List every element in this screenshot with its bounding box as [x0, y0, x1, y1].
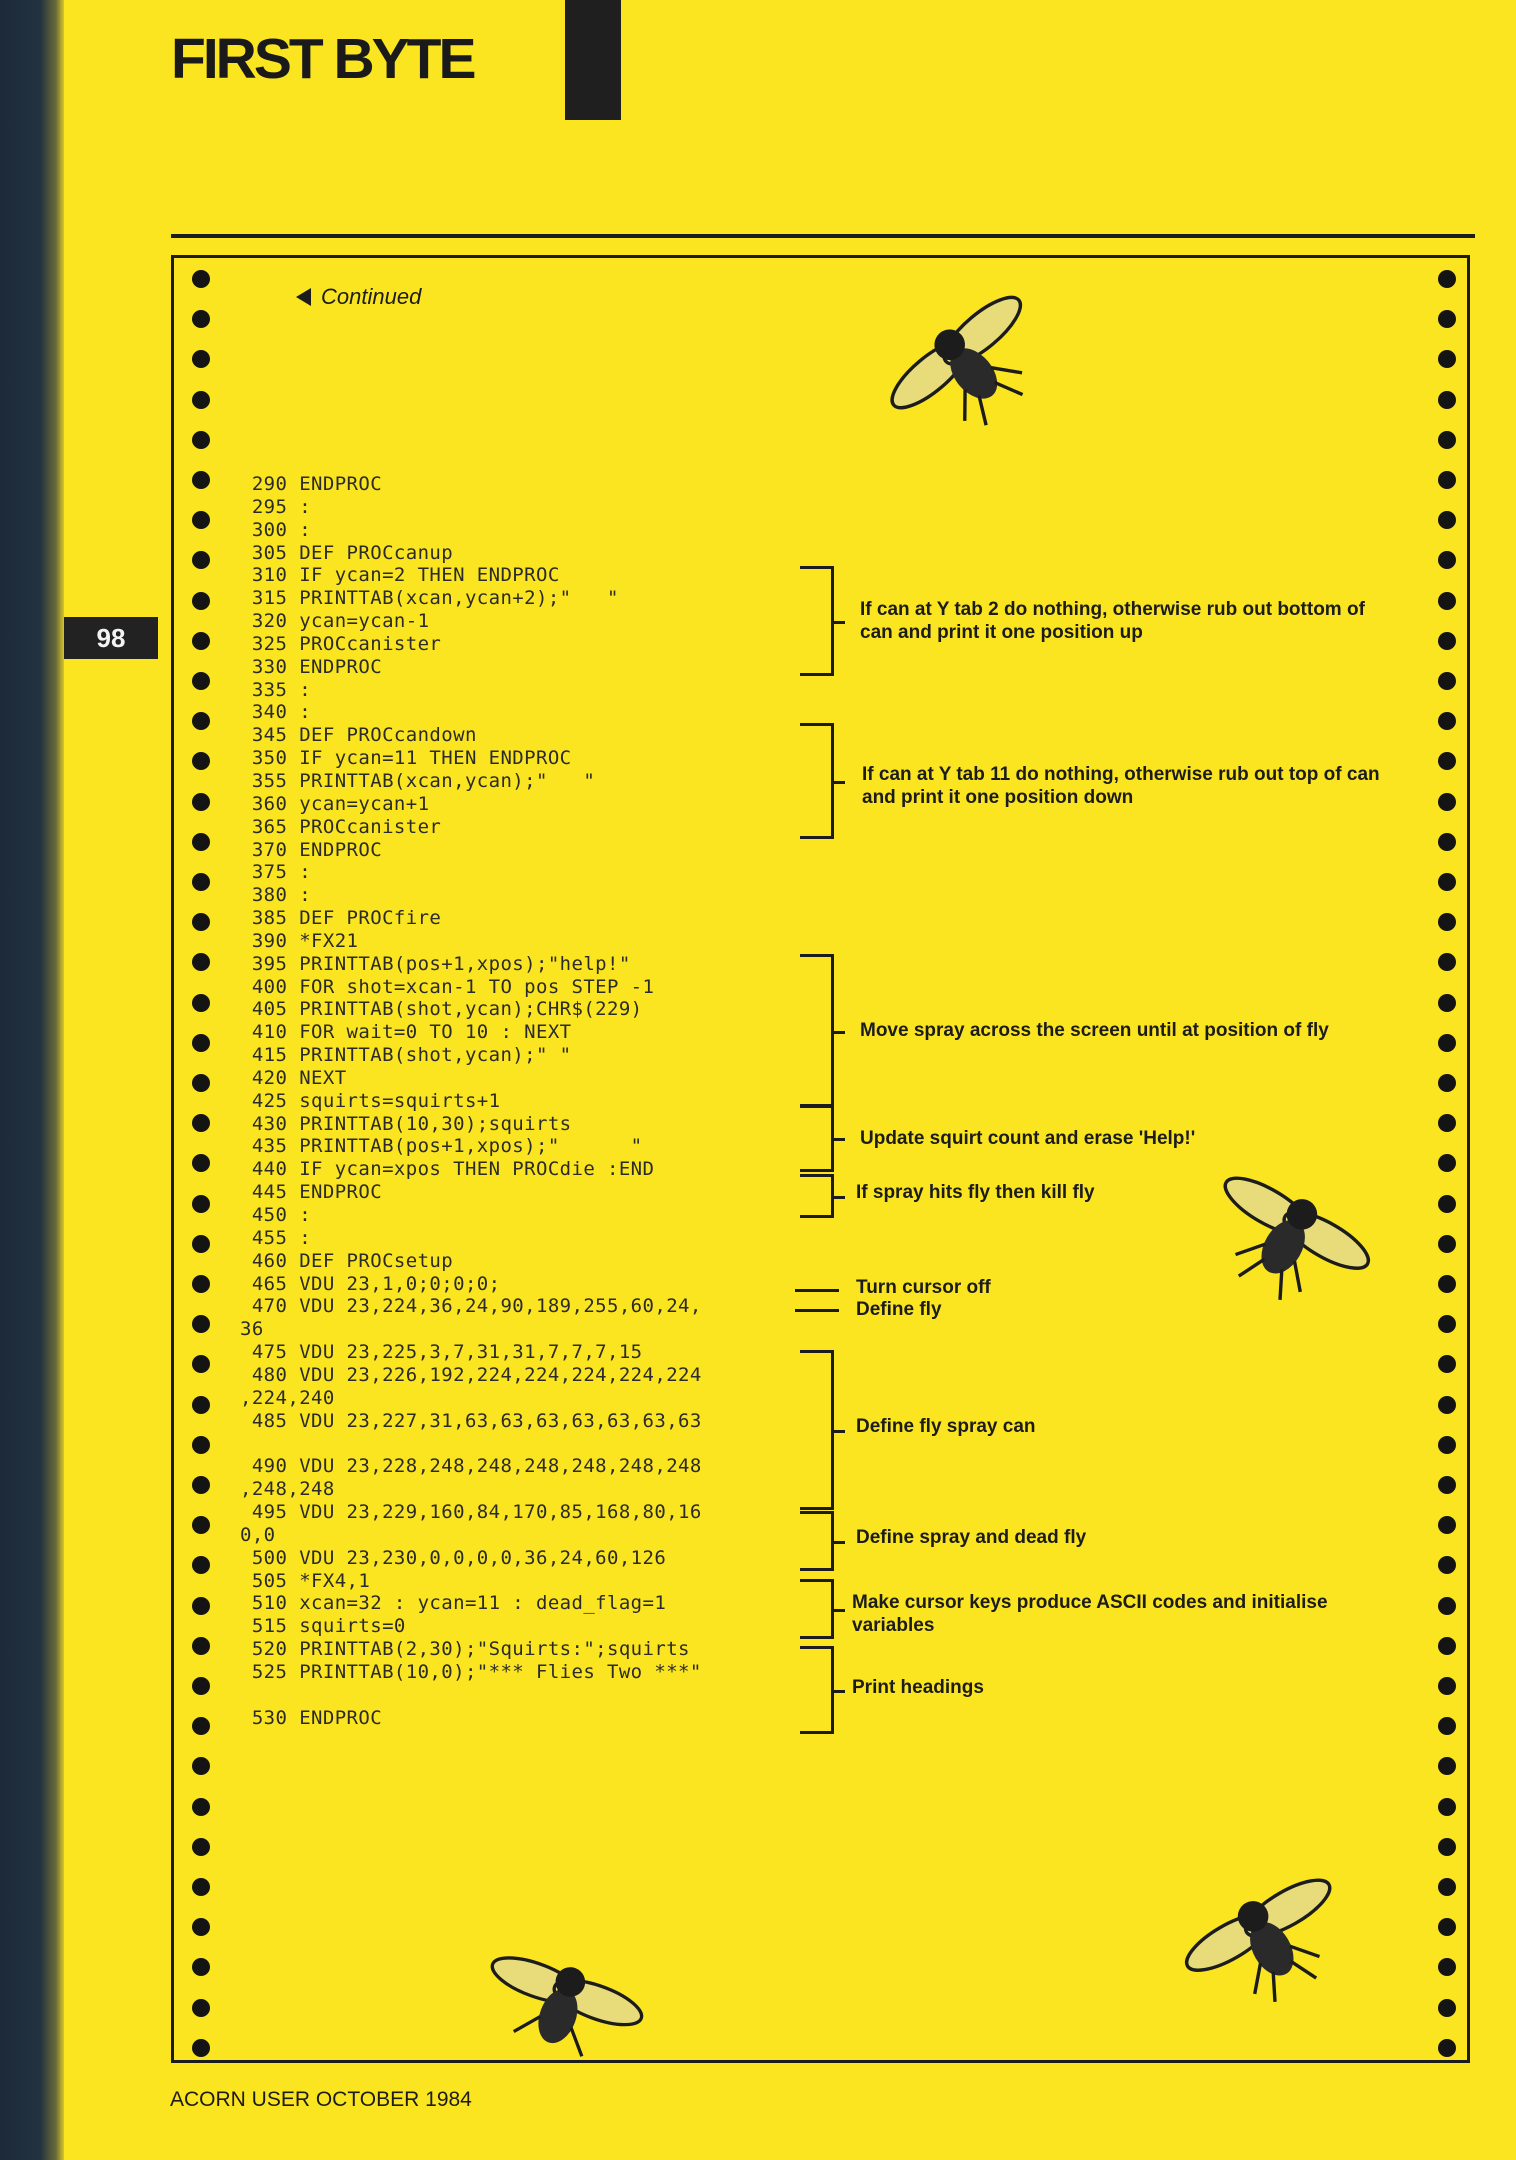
footer-text: ACORN USER OCTOBER 1984	[170, 2088, 472, 2111]
fly-icon	[1205, 1150, 1375, 1320]
tractor-hole	[192, 1074, 210, 1092]
tractor-hole	[192, 592, 210, 610]
bracket-headings	[800, 1646, 834, 1734]
bracket-canup	[800, 566, 834, 676]
bracket-define-spray	[800, 1511, 834, 1571]
tractor-hole	[192, 1918, 210, 1936]
code-line: 450 :	[240, 1204, 312, 1226]
code-line: 505 *FX4,1	[240, 1569, 371, 1592]
tractor-hole	[1438, 1999, 1456, 2017]
tractor-hole	[1438, 1235, 1456, 1253]
annotation-candown: If can at Y tab 11 do nothing, otherwise rub out top of can and print it one position down	[862, 764, 1380, 808]
code-line	[240, 1684, 840, 1707]
code-line: 520 PRINTTAB(2,30);"Squirts:";squirts	[240, 1638, 690, 1661]
code-line	[240, 1432, 840, 1455]
code-line: 310 IF ycan=2 THEN ENDPROC	[240, 564, 560, 587]
code-line: 510 xcan=32 : ycan=11 : dead_flag=1	[240, 1592, 667, 1615]
tractor-hole	[192, 752, 210, 770]
tractor-hole	[192, 1637, 210, 1655]
tractor-hole	[1438, 1476, 1456, 1494]
tractor-hole	[192, 1798, 210, 1816]
code-line: 335 :	[240, 678, 312, 701]
tractor-hole	[192, 1396, 210, 1414]
code-line: 375 :	[240, 861, 312, 884]
tractor-hole	[1438, 270, 1456, 288]
tractor-hole	[192, 793, 210, 811]
program-listing	[240, 473, 840, 1729]
bracket-update-squirt	[800, 1104, 834, 1172]
tractor-hole	[192, 994, 210, 1012]
tractor-hole	[1438, 310, 1456, 328]
code-line: 345 DEF PROCcandown	[240, 724, 477, 747]
tractor-hole	[1438, 1436, 1456, 1454]
bracket-candown	[800, 723, 834, 839]
tractor-hole	[192, 1195, 210, 1213]
tractor-hole	[1438, 953, 1456, 971]
code-line: 495 VDU 23,229,160,84,170,85,168,80,16	[240, 1500, 702, 1523]
tractor-hole	[1438, 1516, 1456, 1534]
tractor-hole	[192, 1516, 210, 1534]
tractor-hole	[192, 1958, 210, 1976]
header-block	[565, 0, 621, 120]
code-line: ,248,248	[240, 1478, 335, 1501]
code-line: 290 ENDPROC	[240, 473, 383, 495]
tractor-hole	[192, 431, 210, 449]
dash-define-fly	[795, 1309, 839, 1312]
code-line: 470 VDU 23,224,36,24,90,189,255,60,24,	[240, 1295, 702, 1318]
tractor-hole	[1438, 1556, 1456, 1574]
tractor-hole	[192, 1355, 210, 1373]
fly-icon	[478, 1928, 648, 2068]
code-line: 370 ENDPROC	[240, 838, 383, 861]
tractor-hole	[1438, 994, 1456, 1012]
code-line: 350 IF ycan=11 THEN ENDPROC	[240, 747, 572, 770]
tractor-hole	[192, 2039, 210, 2057]
annotation-spray-hits: If spray hits fly then kill fly	[856, 1182, 1095, 1203]
tractor-hole	[192, 471, 210, 489]
bracket-move-spray	[800, 954, 834, 1108]
page-number-tab: 98	[64, 617, 158, 659]
code-line: 480 VDU 23,226,192,224,224,224,224,224	[240, 1363, 702, 1386]
tractor-hole	[192, 1034, 210, 1052]
annotation-cursor-keys: Make cursor keys produce ASCII codes and initialise variables	[852, 1592, 1328, 1636]
code-line: 455 :	[240, 1226, 312, 1249]
tractor-hole	[192, 310, 210, 328]
tractor-hole	[1438, 752, 1456, 770]
tractor-hole	[192, 1235, 210, 1253]
tractor-hole	[1438, 1757, 1456, 1775]
tractor-hole	[1438, 1878, 1456, 1896]
tractor-hole	[1438, 1918, 1456, 1936]
tractor-hole	[192, 270, 210, 288]
tractor-hole	[1438, 913, 1456, 931]
tractor-hole	[1438, 1315, 1456, 1333]
code-line: 525 PRINTTAB(10,0);"*** Flies Two ***"	[240, 1660, 702, 1683]
code-line: 0,0	[240, 1523, 276, 1546]
tractor-hole	[1438, 1396, 1456, 1414]
code-line: 355 PRINTTAB(xcan,ycan);" "	[240, 769, 596, 792]
fly-icon	[880, 278, 1050, 448]
code-line: 315 PRINTTAB(xcan,ycan+2);" "	[240, 587, 619, 610]
tractor-hole	[192, 391, 210, 409]
code-line: 380 :	[240, 884, 312, 907]
code-line: 425 squirts=squirts+1	[240, 1089, 501, 1112]
tractor-hole	[1438, 2039, 1456, 2057]
code-line: 320 ycan=ycan-1	[240, 610, 430, 633]
code-line: 330 ENDPROC	[240, 655, 383, 678]
tractor-hole	[1438, 1355, 1456, 1373]
tractor-hole	[1438, 1798, 1456, 1816]
tractor-hole	[1438, 1195, 1456, 1213]
annotation-define-spray: Define spray and dead fly	[856, 1527, 1087, 1548]
page-title: FIRST BYTE	[171, 27, 474, 91]
code-line: 415 PRINTTAB(shot,ycan);" "	[240, 1044, 572, 1067]
code-line: 360 ycan=ycan+1	[240, 792, 430, 815]
tractor-hole	[1438, 1677, 1456, 1695]
code-line: 515 squirts=0	[240, 1615, 406, 1638]
tractor-hole	[192, 632, 210, 650]
code-line: 410 FOR wait=0 TO 10 : NEXT	[240, 1021, 572, 1044]
tractor-hole	[192, 1878, 210, 1896]
code-line: 445 ENDPROC	[240, 1181, 383, 1204]
tractor-hole	[1438, 551, 1456, 569]
tractor-hole	[1438, 1958, 1456, 1976]
code-line: 400 FOR shot=xcan-1 TO pos STEP -1	[240, 975, 655, 998]
tractor-hole	[1438, 350, 1456, 368]
continued-label	[296, 284, 421, 310]
tractor-hole	[1438, 511, 1456, 529]
tractor-hole	[1438, 1838, 1456, 1856]
bracket-cursor-keys	[800, 1579, 834, 1639]
tractor-hole	[192, 1757, 210, 1775]
tractor-hole	[1438, 391, 1456, 409]
tractor-hole	[1438, 833, 1456, 851]
tractor-hole	[1438, 1114, 1456, 1132]
tractor-hole	[192, 672, 210, 690]
tractor-hole	[1438, 793, 1456, 811]
tractor-hole	[1438, 712, 1456, 730]
tractor-hole	[192, 511, 210, 529]
code-line: 460 DEF PROCsetup	[240, 1249, 454, 1272]
tractor-hole	[1438, 431, 1456, 449]
tractor-hole	[192, 1315, 210, 1333]
annotation-define-fly: Define fly	[856, 1299, 942, 1320]
tractor-hole	[1438, 873, 1456, 891]
binding-spine	[0, 0, 64, 2160]
tractor-holes-right	[1438, 258, 1462, 2060]
annotation-canup: If can at Y tab 2 do nothing, otherwise rub out bottom of can and print it one position up	[860, 599, 1365, 643]
code-line: 395 PRINTTAB(pos+1,xpos);"help!"	[240, 952, 631, 975]
annotation-move-spray: Move spray across the screen until at position of fly	[860, 1020, 1329, 1041]
tractor-hole	[192, 833, 210, 851]
tractor-hole	[192, 1114, 210, 1132]
tractor-hole	[1438, 1074, 1456, 1092]
tractor-holes-left	[192, 258, 216, 2060]
code-line: 435 PRINTTAB(pos+1,xpos);" "	[240, 1135, 643, 1158]
code-line: 305 DEF PROCcanup	[240, 541, 454, 564]
tractor-hole	[1438, 1717, 1456, 1735]
tractor-hole	[1438, 1275, 1456, 1293]
code-line: 420 NEXT	[240, 1066, 347, 1089]
annotation-update-squirt: Update squirt count and erase 'Help!'	[860, 1128, 1196, 1149]
dash-cursor-off	[795, 1289, 839, 1292]
tractor-hole	[192, 1717, 210, 1735]
tractor-hole	[1438, 1597, 1456, 1615]
code-line: 465 VDU 23,1,0;0;0;0;	[240, 1272, 501, 1295]
header-rule	[171, 234, 1475, 238]
annotation-define-can: Define fly spray can	[856, 1416, 1036, 1437]
code-line: 475 VDU 23,225,3,7,31,31,7,7,7,15	[240, 1341, 643, 1364]
tractor-hole	[192, 1436, 210, 1454]
code-line: 490 VDU 23,228,248,248,248,248,248,248	[240, 1455, 702, 1478]
tractor-hole	[192, 1677, 210, 1695]
fly-icon	[1180, 1852, 1350, 2022]
tractor-hole	[1438, 471, 1456, 489]
code-line: 340 :	[240, 701, 312, 724]
tractor-hole	[192, 913, 210, 931]
code-line: 530 ENDPROC	[240, 1706, 383, 1729]
code-line: 390 *FX21	[240, 929, 359, 952]
code-line: 405 PRINTTAB(shot,ycan);CHR$(229)	[240, 998, 643, 1021]
code-line: 36	[240, 1318, 264, 1341]
tractor-hole	[1438, 1154, 1456, 1172]
tractor-hole	[1438, 592, 1456, 610]
code-line: 385 DEF PROCfire	[240, 907, 442, 930]
tractor-hole	[192, 953, 210, 971]
code-line: 500 VDU 23,230,0,0,0,0,36,24,60,126	[240, 1546, 667, 1569]
annotation-headings: Print headings	[852, 1677, 984, 1698]
tractor-hole	[192, 1838, 210, 1856]
code-line: 365 PROCcanister	[240, 815, 442, 838]
annotation-cursor-off: Turn cursor off	[856, 1277, 991, 1298]
tractor-hole	[192, 1275, 210, 1293]
tractor-hole	[192, 1154, 210, 1172]
code-line: 325 PROCcanister	[240, 632, 442, 655]
arrow-left-icon	[296, 288, 311, 306]
tractor-hole	[192, 350, 210, 368]
tractor-hole	[192, 1476, 210, 1494]
tractor-hole	[1438, 1034, 1456, 1052]
tractor-hole	[192, 1556, 210, 1574]
code-line: 430 PRINTTAB(10,30);squirts	[240, 1112, 572, 1135]
tractor-hole	[192, 1999, 210, 2017]
code-line: 440 IF ycan=xpos THEN PROCdie :END	[240, 1158, 655, 1181]
code-line: 485 VDU 23,227,31,63,63,63,63,63,63,63	[240, 1409, 702, 1432]
code-line: ,224,240	[240, 1386, 335, 1409]
tractor-hole	[1438, 632, 1456, 650]
bracket-spray-hits	[800, 1174, 834, 1218]
code-line: 300 :	[240, 518, 312, 541]
continued-text: Continued	[321, 284, 422, 309]
tractor-hole	[1438, 1637, 1456, 1655]
bracket-define-can	[800, 1350, 834, 1510]
tractor-hole	[192, 1597, 210, 1615]
tractor-hole	[192, 873, 210, 891]
tractor-hole	[192, 712, 210, 730]
code-line: 295 :	[240, 495, 312, 518]
tractor-hole	[192, 551, 210, 569]
tractor-hole	[1438, 672, 1456, 690]
